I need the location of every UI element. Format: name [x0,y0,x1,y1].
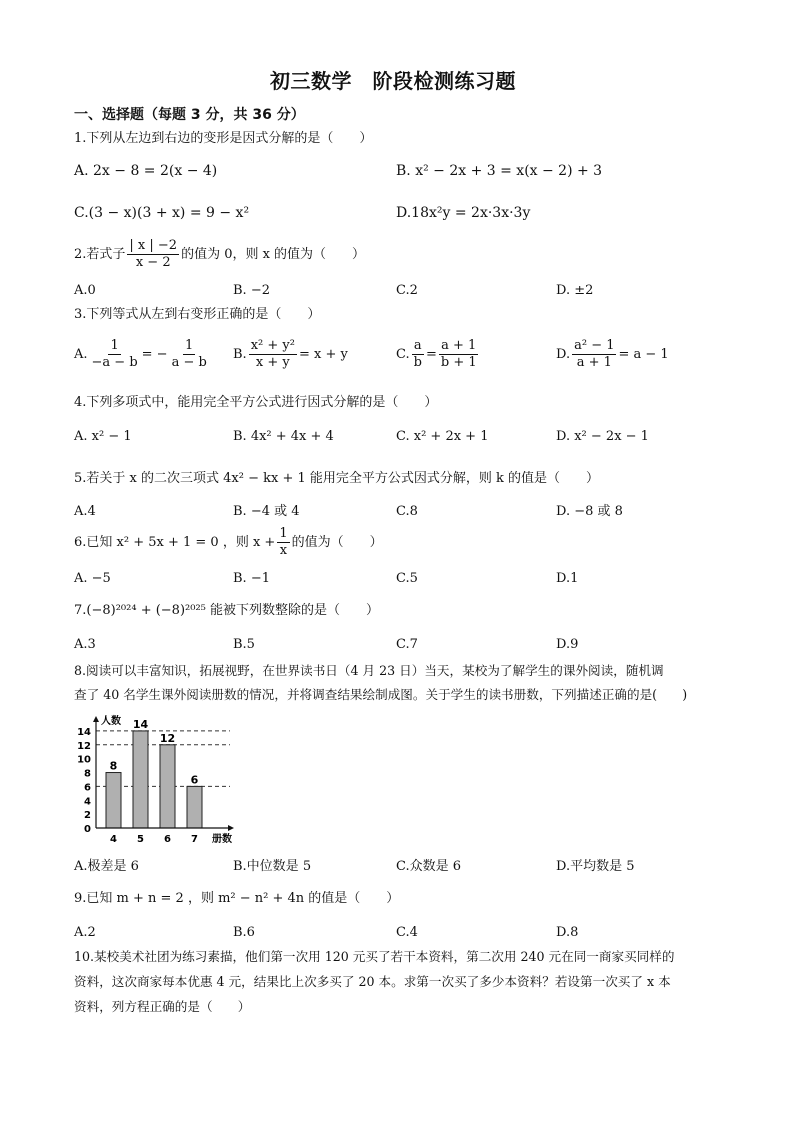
question-4-stem: 4.下列多项式中，能用完全平方公式进行因式分解的是（ ） [74,395,438,410]
question-6-option-a: A. −5 [74,571,111,586]
question-8-option-c: C.众数是 6 [396,859,462,874]
question-3-option-b: B. $\frac{\text{x² + y²}}{x + y}$ = x + y [233,338,348,370]
y-axis-label: 人数 [101,716,121,727]
question-8-option-b: B.中位数是 5 [233,859,312,874]
bar-5 [133,731,148,828]
data-label-4: 8 [109,759,118,773]
y-tick-0: 0 [84,824,91,835]
question-8-line-2: 查了 40 名学生课外阅读册数的情况，并将调查结果绘制成图。关于学生的读书册数，下列描述正确的是( ) [74,687,688,702]
data-label-6: 12 [159,731,176,745]
y-tick-6: 6 [84,782,91,794]
y-tick-10: 10 [77,754,91,766]
question-4-option-a: A. x² − 1 [74,429,132,444]
question-3-option-c: C. $\frac{a}{b}$ = $\frac{a + 1}{b + 1}$ [396,338,477,370]
x-axis-arrow [228,825,234,831]
x-tick-4: 4 [110,834,117,845]
question-4-option-d: D. x² − 2x − 1 [556,429,649,444]
question-9-option-b: B.6 [233,925,255,940]
question-7-option-c: C.7 [396,637,418,652]
question-7-option-a: A.3 [74,637,96,652]
y-tick-14: 14 [77,726,91,738]
x-axis-label: 册数 [212,834,232,845]
x-tick-6: 6 [164,834,171,845]
question-1-option-d: D.18x²y = 2x·3x·3y [396,205,531,221]
question-6-option-d: D.1 [556,571,579,586]
question-9-option-c: C.4 [396,925,418,940]
y-tick-4: 4 [84,796,91,808]
page-title: 初三数学 阶段检测练习题 [270,69,516,93]
question-5-option-c: C.8 [396,504,418,519]
y-tick-8: 8 [84,768,91,780]
question-3-stem: 3.下列等式从左到右变形正确的是（ ） [74,307,321,322]
y-tick-2: 2 [84,810,91,822]
question-2-stem: 2.若式子 $\frac{| x | -2}{x - 2}$ 的值为 0，则 x 的值为（ ） [74,238,366,270]
question-7-stem: 7.(−8)²⁰²⁴ + (−8)²⁰²⁵ 能被下列数整除的是（ ） [74,603,379,618]
question-1-option-a: A. 2x − 8 = 2(x − 4) [74,163,218,179]
bar-6 [160,745,175,828]
data-label-5: 14 [132,717,149,731]
question-2-option-c: C.2 [396,283,418,298]
section-heading: 一、选择题（每题 3 分，共 36 分） [74,107,305,123]
x-tick-7: 7 [191,834,198,845]
bar-4 [106,773,121,828]
question-8-option-d: D.平均数是 5 [556,859,635,874]
x-tick-5: 5 [137,834,144,845]
question-5-stem: 5.若关于 x 的二次三项式 4x² − kx + 1 能用完全平方公式因式分解，则 k 的值是（ ） [74,471,600,486]
question-10-line-2: 资料，这次商家每本优惠 4 元，结果比上次多买了 20 本。求第一次买了多少本资料？若设第一次买了 x 本 [74,974,671,989]
question-3-option-d: D. $\frac{\text{a² − 1}}{a + 1}$ = a − 1 [556,338,669,370]
question-9-option-a: A.2 [74,925,96,940]
question-6-stem: 6.已知 x² + 5x + 1 = 0 ，则 x + $\frac{1}{x}$ 的值为（ ） [74,526,383,558]
question-1-option-c: C.(3 − x)(3 + x) = 9 − x² [74,205,250,221]
question-10-line-3: 资料，列方程正确的是（ ） [74,999,251,1014]
question-2-option-d: D. ±2 [556,283,594,298]
question-7-option-d: D.9 [556,637,579,652]
question-3-option-a: A. $\frac{1}{-a - b}$ = − $\frac{1}{a - b}$ [74,338,207,370]
question-7-option-b: B.5 [233,637,255,652]
question-8-line-1: 8.阅读可以丰富知识，拓展视野，在世界读书日（4 月 23 日）当天，某校为了解学生的课外阅读，随机调 [74,663,664,678]
question-4-option-c: C. x² + 2x + 1 [396,429,489,444]
bar-7 [187,786,202,828]
question-5-option-a: A.4 [74,504,96,519]
question-4-option-b: B. 4x² + 4x + 4 [233,429,334,444]
question-9-stem: 9.已知 m + n = 2 ，则 m² − n² + 4n 的值是（ ） [74,891,400,906]
question-8-option-a: A.极差是 6 [74,859,139,874]
question-6-option-c: C.5 [396,571,418,586]
question-9-option-d: D.8 [556,925,579,940]
question-6-option-b: B. −1 [233,571,270,586]
y-axis-arrow [93,716,99,722]
question-2-option-a: A.0 [74,283,96,298]
question-5-option-d: D. −8 或 8 [556,504,623,519]
bar-chart [70,714,260,848]
data-label-7: 6 [190,773,199,787]
question-1-option-b: B. x² − 2x + 3 = x(x − 2) + 3 [396,163,603,179]
question-10-line-1: 10.某校美术社团为练习素描，他们第一次用 120 元买了若干本资料，第二次用 240 元在同一商家买同样的 [74,949,675,964]
y-tick-12: 12 [77,740,91,752]
question-1-stem: 1.下列从左边到右边的变形是因式分解的是（ ） [74,131,373,146]
question-5-option-b: B. −4 或 4 [233,504,300,519]
question-2-option-b: B. −2 [233,283,270,298]
